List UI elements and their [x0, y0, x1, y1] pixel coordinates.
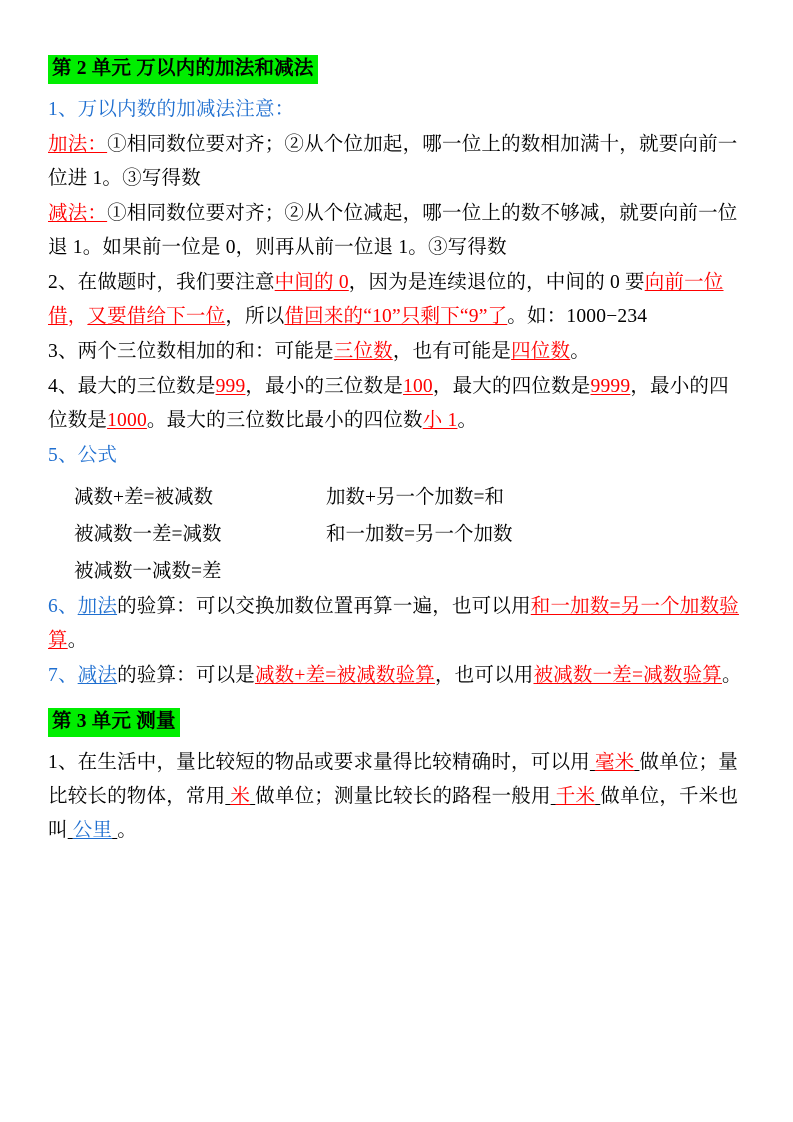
unit3-title: 第 3 单元 测量: [48, 708, 180, 737]
item4-part5: 。最大的三位数比最小的四位数: [146, 410, 423, 431]
item2-part4: ，所以: [225, 306, 285, 327]
item7-num: 7、: [48, 665, 78, 686]
item4-part2: ，最小的三位数是: [245, 376, 404, 397]
item4-part1: 4、最大的三位数是: [48, 376, 216, 397]
u3-item1-part2: 做单位；量比较长的物体，常用: [48, 752, 738, 807]
item2-part5: 。如：1000−234: [507, 306, 648, 327]
formula-right: 加数+另一个加数=和: [326, 487, 504, 508]
u3-item1-part1: 1、在生活中，量比较短的物品或要求量得比较精确时，可以用: [48, 752, 590, 773]
formula-right: [326, 553, 747, 590]
u3-item1-key4: 公里: [72, 820, 113, 841]
formula-row: [48, 553, 747, 590]
unit2-item2: [48, 266, 747, 334]
addition-label: 加法：: [48, 134, 108, 155]
item2-key3: 又要借给下一位: [87, 306, 226, 327]
item5-label-text: 5、公式: [48, 445, 118, 466]
item4-key5: 小 1: [422, 410, 458, 431]
u3-item1-part5: 。: [117, 820, 137, 841]
item4-part4: ，最小的四位数是: [48, 376, 729, 431]
item2-part3: ，: [67, 306, 88, 327]
formula-row: [48, 479, 747, 516]
unit2-subtraction-rule: [48, 197, 747, 265]
formula-row: [48, 516, 747, 553]
item3-part2: ，也有可能是: [392, 341, 512, 362]
item7-key2: 被减数一差=减数验算: [533, 665, 722, 686]
addition-text: ①相同数位要对齐；②从个位加起，哪一位上的数相加满十，就要向前一位进 1。③写得数: [48, 134, 738, 189]
item6-num: 6、: [48, 596, 78, 617]
item4-key2: 100: [403, 376, 433, 397]
u3-item1-key1: 毫米: [594, 752, 635, 773]
item6-key0: 加法: [77, 596, 118, 617]
item7-part1: 的验算：可以是: [117, 665, 255, 686]
item3-part1: 3、两个三位数相加的和：可能是: [48, 341, 334, 362]
unit2-item3: [48, 335, 747, 369]
unit2-item6: [48, 590, 747, 658]
item7-key0: 减法: [77, 665, 118, 686]
item2-key4: 借回来的“10”只剩下“9”了: [284, 306, 508, 327]
formula-left: 减数+差=被减数: [74, 487, 213, 508]
item6-part1: 的验算：可以交换加数位置再算一遍，也可以用: [117, 596, 531, 617]
item7-key1: 减数+差=被减数验算: [254, 665, 435, 686]
unit3-item1: [48, 746, 747, 848]
item4-key3: 9999: [590, 376, 631, 397]
item4-key1: 999: [215, 376, 246, 397]
section-spacer: [48, 694, 747, 703]
u3-item1-key3: 千米: [555, 786, 596, 807]
subtraction-label: 减法：: [48, 203, 108, 224]
formula-list: [48, 479, 747, 590]
item6-key1: 和一加数=另一个加数验算: [48, 596, 739, 651]
item3-key2: 四位数: [511, 341, 571, 362]
unit2-item7: [48, 659, 747, 693]
unit2-item4: [48, 370, 747, 438]
item2-key1: 中间的 0: [274, 272, 349, 293]
item4-part3: ，最大的四位数是: [432, 376, 591, 397]
u3-item1-key2: 米: [230, 786, 251, 807]
u3-item1-part4: 做单位，千米也叫: [48, 786, 739, 841]
item6-part2: 。: [67, 630, 88, 651]
formula-right: 和一加数=另一个加数: [326, 524, 513, 545]
item7-part2: ，也可以用: [434, 665, 534, 686]
formula-left: 被减数一减数=差: [74, 561, 222, 582]
unit2-title: 第 2 单元 万以内的加法和减法: [48, 55, 318, 84]
unit2-addition-rule: [48, 128, 747, 196]
unit2-item5-label: [48, 439, 747, 473]
u3-item1-part3: 做单位；测量比较长的路程一般用: [255, 786, 551, 807]
unit2-title-row: [48, 52, 747, 86]
item4-key4: 1000: [107, 410, 147, 431]
subtraction-text: ①相同数位要对齐；②从个位减起，哪一位上的数不够减，就要向前一位退 1。如果前一位是 0，则再从前一位退 1。③写得数: [48, 203, 738, 258]
item1-label-text: 1、万以内数的加减法注意：: [48, 99, 295, 120]
unit2-item1-label: [48, 93, 747, 127]
item2-part1: 2、在做题时，我们要注意: [48, 272, 275, 293]
formula-left: 被减数一差=减数: [74, 524, 222, 545]
item3-key1: 三位数: [333, 341, 393, 362]
item2-key2: 向前一位借: [48, 272, 724, 327]
item2-part2: ，因为是连续退位的，中间的 0 要: [348, 272, 645, 293]
item7-part3: 。: [721, 665, 742, 686]
unit3-title-row: [48, 705, 747, 739]
item3-part3: 。: [570, 341, 590, 362]
item4-part6: 。: [457, 410, 478, 431]
